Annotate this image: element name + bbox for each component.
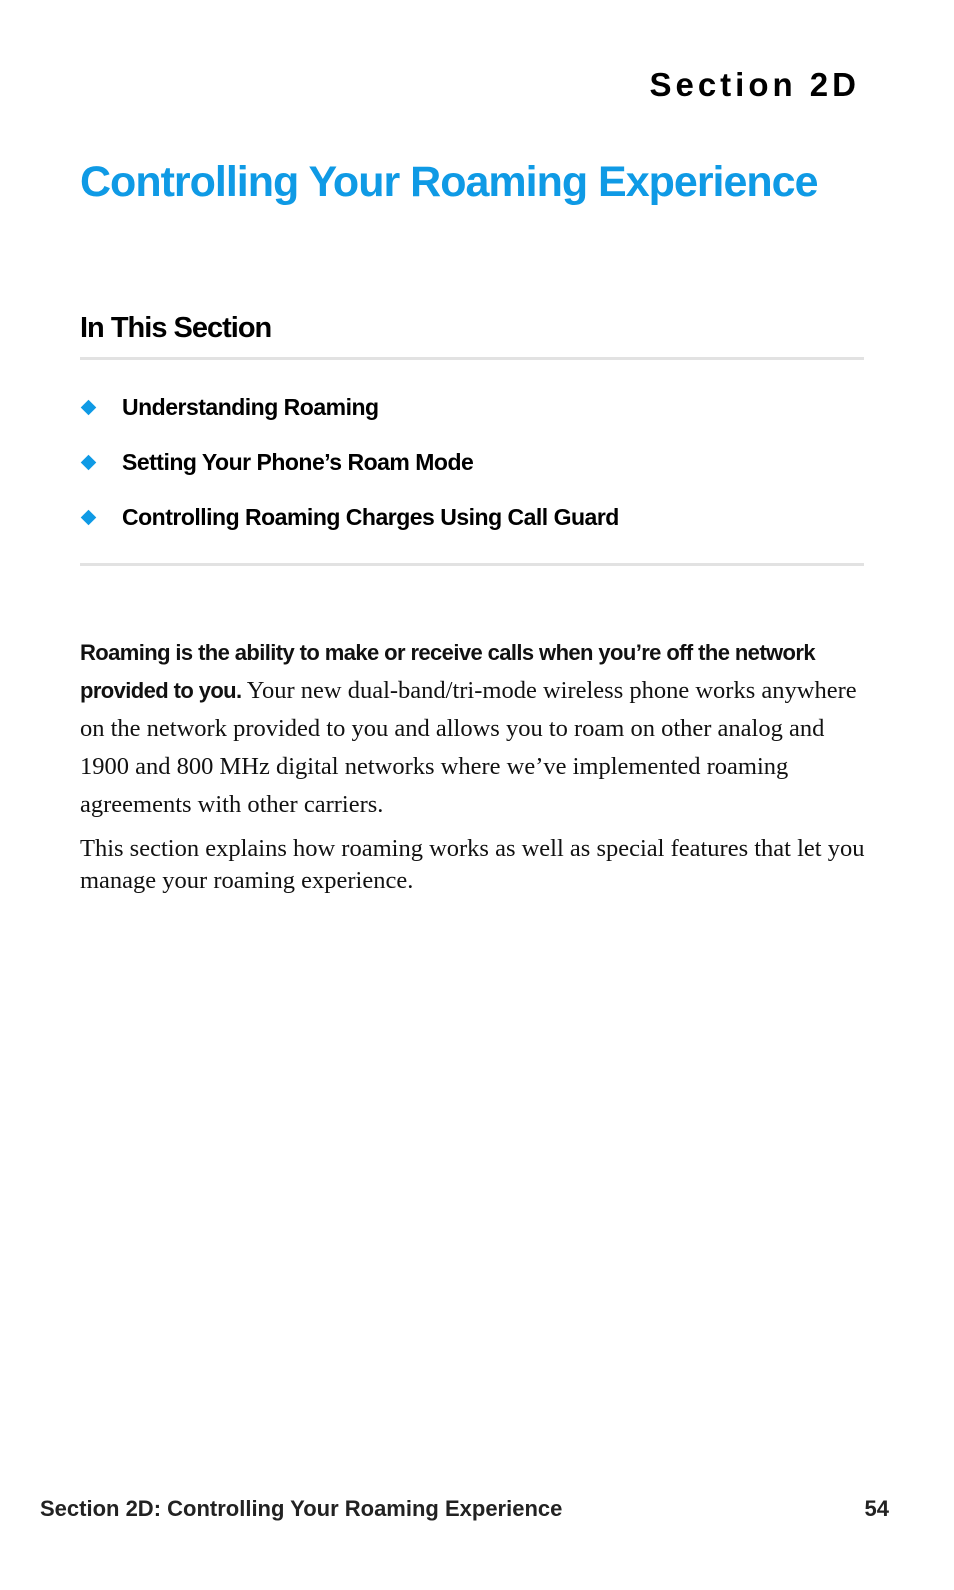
intro-paragraph	[80, 634, 866, 824]
intro-lead-text: Roaming is the ability to make or receive calls when you’re off the network provided to you.	[80, 640, 815, 703]
diamond-bullet-icon	[81, 510, 97, 526]
diamond-bullet-icon	[81, 455, 97, 471]
intro-body-text: Your new dual-band/tri-mode wireless phone works anywhere on the network provided to you and allows you to roam on other analog and 1900 and 800 MHz digital networks where we’ve implemented roaming agreements with other carriers.	[80, 677, 857, 818]
toc-item-understanding-roaming	[80, 380, 619, 435]
toc-item-roam-mode	[80, 435, 619, 490]
toc-list	[80, 380, 619, 545]
toc-top-divider	[80, 357, 864, 360]
page-title: Controlling Your Roaming Experience	[80, 158, 818, 206]
section-overview-paragraph: This section explains how roaming works as well as special features that let you manage your roaming experience.	[80, 835, 865, 894]
toc-bottom-divider	[80, 563, 864, 566]
section-label: Section 2D	[649, 66, 860, 103]
toc-item-call-guard	[80, 490, 619, 545]
diamond-bullet-icon	[81, 400, 97, 416]
footer-running-title: Section 2D: Controlling Your Roaming Experience	[40, 1496, 563, 1521]
toc-heading: In This Section	[80, 312, 272, 344]
toc-item-label: Understanding Roaming	[122, 394, 379, 420]
toc-item-label: Setting Your Phone’s Roam Mode	[122, 449, 474, 475]
toc-item-label: Controlling Roaming Charges Using Call Guard	[122, 504, 619, 530]
footer-page-number: 54	[864, 1496, 889, 1521]
